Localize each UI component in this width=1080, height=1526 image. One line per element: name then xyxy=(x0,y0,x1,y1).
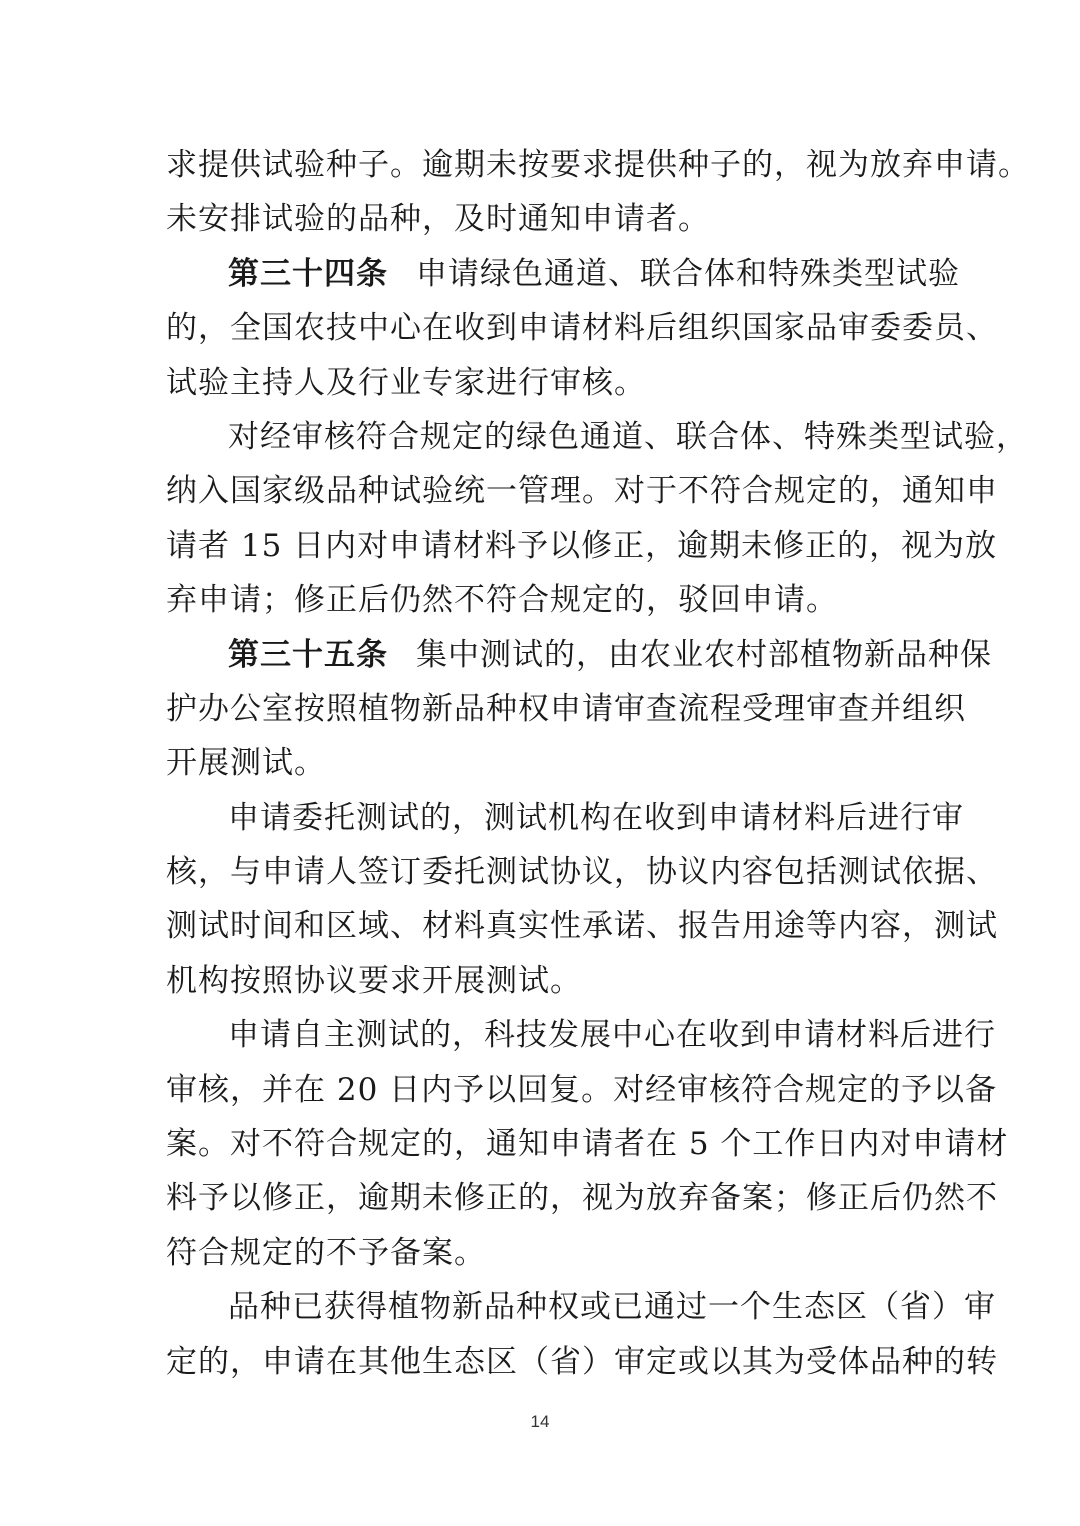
article-34 xyxy=(166,247,998,410)
article-35 xyxy=(166,628,992,791)
text-line xyxy=(166,628,992,682)
text-line: 的，全国农技中心在收到申请材料后组织国家品审委委员、 xyxy=(166,310,998,347)
text-fragment: 集中测试的，由农业农村部植物新品种保 xyxy=(416,636,992,673)
paragraph-3 xyxy=(166,410,1028,628)
text-line: 测试时间和区域、材料真实性承诺、报告用途等内容，测试 xyxy=(166,908,998,945)
text-line: 申请自主测试的，科技发展中心在收到申请材料后进行 xyxy=(228,1017,996,1054)
paragraph-6 xyxy=(166,1008,1009,1280)
text-line: 料予以修正，逾期未修正的，视为放弃备案；修正后仍然不 xyxy=(166,1180,998,1217)
text-fragment: 申请绿色通道、联合体和特殊类型试验 xyxy=(416,255,960,292)
text-line: 纳入国家级品种试验统一管理。对于不符合规定的，通知申 xyxy=(166,473,998,510)
text-line: 开展测试。 xyxy=(166,745,326,782)
text-line: 定的，申请在其他生态区（省）审定或以其为受体品种的转 xyxy=(166,1343,998,1380)
paragraph-7 xyxy=(166,1280,998,1389)
paragraph-5 xyxy=(166,791,998,1009)
page-number: 14 xyxy=(530,1412,550,1431)
text-line: 案。对不符合规定的，通知申请者在 5 个工作日内对申请材 xyxy=(166,1126,1009,1163)
article-heading: 第三十四条 xyxy=(228,255,388,292)
document-body xyxy=(166,138,1030,1389)
text-line xyxy=(166,247,960,301)
text-line: 未安排试验的品种，及时通知申请者。 xyxy=(166,201,710,238)
text-line: 机构按照协议要求开展测试。 xyxy=(166,962,582,999)
text-line: 弃申请；修正后仍然不符合规定的，驳回申请。 xyxy=(166,582,838,619)
text-line: 对经审核符合规定的绿色通道、联合体、特殊类型试验， xyxy=(228,418,1028,455)
text-line: 品种已获得植物新品种权或已通过一个生态区（省）审 xyxy=(228,1289,996,1326)
text-line: 请者 15 日内对申请材料予以修正，逾期未修正的，视为放 xyxy=(166,527,998,564)
article-heading: 第三十五条 xyxy=(228,636,388,673)
text-line: 护办公室按照植物新品种权申请审查流程受理审查并组织 xyxy=(166,690,966,727)
paragraph-1 xyxy=(166,138,1030,247)
text-line: 核，与申请人签订委托测试协议，协议内容包括测试依据、 xyxy=(166,854,998,891)
text-line: 试验主持人及行业专家进行审核。 xyxy=(166,364,646,401)
text-line: 求提供试验种子。逾期未按要求提供种子的，视为放弃申请。 xyxy=(166,147,1030,183)
text-line: 申请委托测试的，测试机构在收到申请材料后进行审 xyxy=(228,799,964,836)
text-line: 符合规定的不予备案。 xyxy=(166,1234,486,1271)
text-line: 审核，并在 20 日内予以回复。对经审核符合规定的予以备 xyxy=(166,1071,998,1108)
